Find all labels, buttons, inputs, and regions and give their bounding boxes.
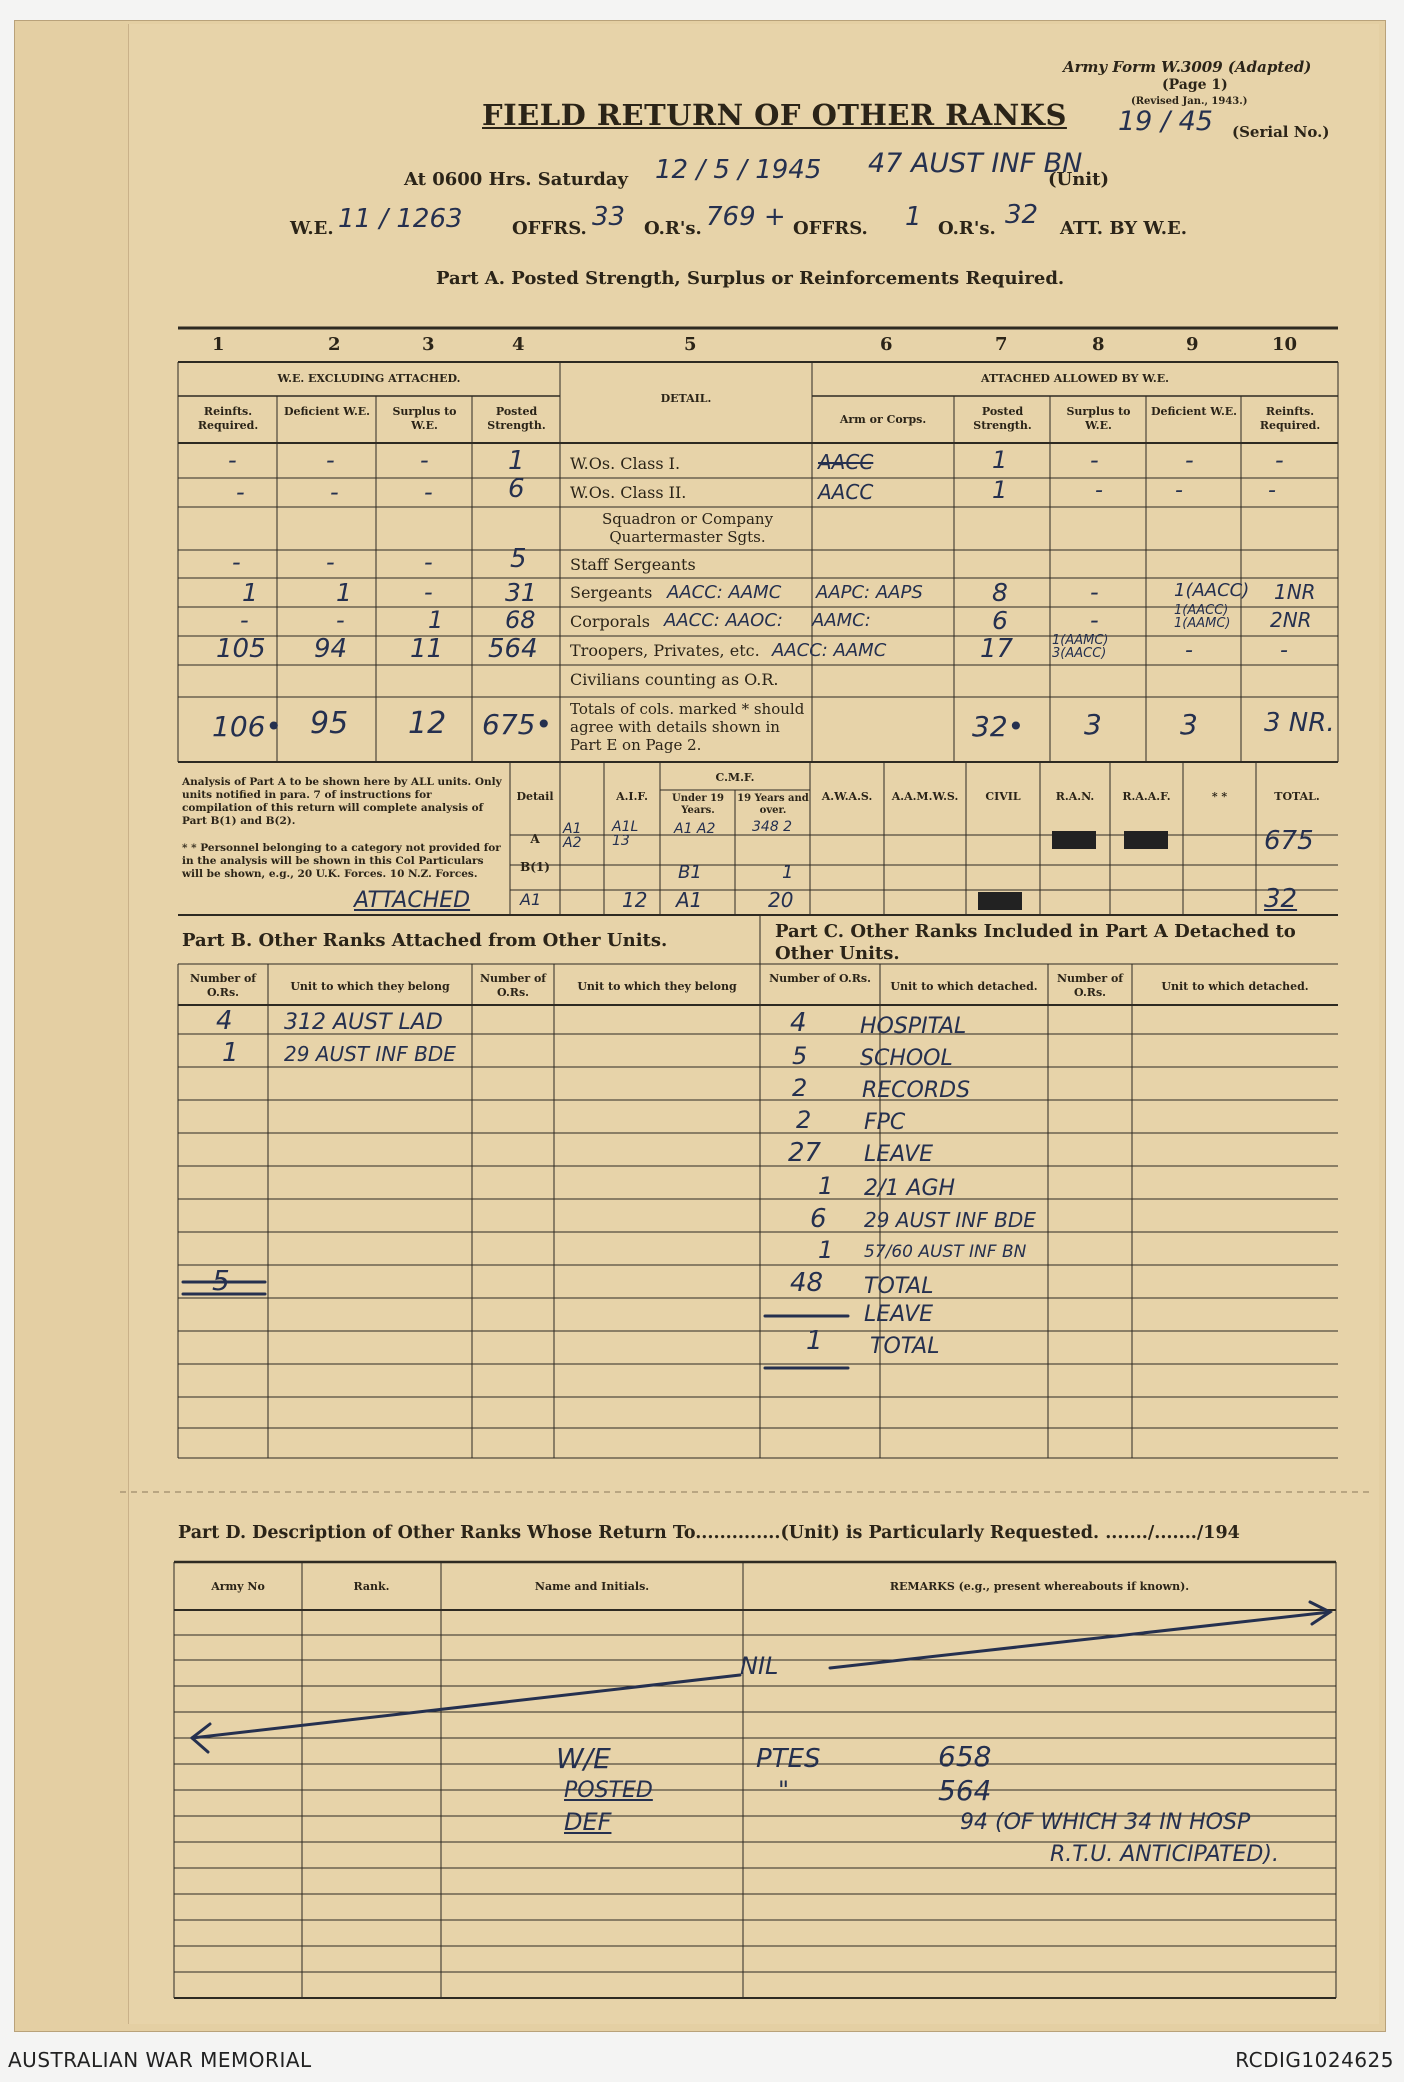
pc-hdr-num-2: Number of O.Rs. [1056,972,1124,999]
pc-r3-num: 2 [792,1074,808,1102]
an-hdr-cmf: C.M.F. [715,771,755,784]
detail-header: DETAIL. [660,392,712,405]
r1-c7: 1 [992,446,1008,474]
r6-c3: 1 [428,606,444,634]
army-form-label: Army Form W.3009 (Adapted) [1063,58,1312,76]
r5-c2: 1 [336,578,352,607]
date-value: 12 / 5 / 1945 [655,155,822,185]
r5-c10: 1NR [1274,580,1316,604]
r6-c9: 1(AACC) 1(AAMC) [1174,603,1231,631]
unit-value: 47 AUST INF BN [868,148,1083,179]
an-a-total: 675 [1264,826,1314,856]
redaction-ran [1052,831,1096,849]
r7-c10: - [1280,638,1288,663]
pc-hdr-unit-2: Unit to which detached. [1161,980,1309,993]
hdr-reinfts-left: Reinfts. Required. [197,405,259,432]
total-c10: 3 NR. [1264,708,1335,738]
an-hdr-aif: A.I.F. [616,790,648,803]
attached-label: ATTACHED [354,888,471,913]
pc-r11-num: 1 [806,1326,823,1356]
col-number-4: 4 [512,334,525,355]
pd-posted-label: POSTED [564,1778,653,1803]
r6-c1: - [240,606,249,634]
r5-c1: 1 [242,578,258,607]
revised-label: (Revised Jan., 1943.) [1131,96,1248,107]
pc-r9-unit: TOTAL [864,1274,934,1299]
r1-c6: AACC [818,450,874,474]
pd-hdr-rank: Rank. [353,1580,390,1593]
an-hdr-detail: Detail [516,790,554,803]
total-c4: 675• [482,708,552,741]
col-number-10: 10 [1272,334,1298,355]
part-c-title: Part C. Other Ranks Included in Part A Detached to Other Units. [775,921,1296,964]
pd-hdr-remarks: REMARKS (e.g., present whereabouts if known). [889,1580,1190,1593]
r6-c6: AAMC: [812,610,871,631]
r7-c4: 564 [488,634,538,664]
an-hdr-aamws: A.A.M.W.S. [891,790,959,803]
col-number-9: 9 [1186,334,1199,355]
r7-c9: - [1185,638,1193,663]
hdr-posted-right: Posted Strength. [973,405,1032,432]
pc-r7-num: 6 [810,1204,827,1234]
group-we-excluding: W.E. EXCLUDING ATTACHED. [277,372,461,385]
pc-r6-unit: 2/1 AGH [864,1176,956,1201]
col-number-2: 2 [328,334,341,355]
total-c3: 12 [408,706,447,741]
r2-c10: - [1268,478,1276,503]
pd-posted-value: 564 [938,1774,992,1807]
an-b1-o19: 1 [782,862,794,883]
r7-c7: 17 [980,634,1014,664]
col-number-6: 6 [880,334,893,355]
pd-nil: NIL [740,1652,779,1680]
pc-r8-unit: 57/60 AUST INF BN [864,1242,1027,1262]
offrs-label-2: OFFRS. [793,218,868,239]
ors-att-value: 32 [1005,200,1039,230]
r1-c1: - [228,446,237,474]
r2-c6: AACC [818,480,874,504]
col-number-8: 8 [1092,334,1105,355]
total-c2: 95 [310,706,349,741]
offrs-value: 33 [592,202,626,232]
an-a-aif: A1L 13 [612,819,639,849]
offrs-label: OFFRS. [512,218,587,239]
part-d-title: Part D. Description of Other Ranks Whose Return To..............(Unit) is Particularly Requested. ......./......./194 [178,1523,1240,1543]
unit-label: (Unit) [1048,169,1109,190]
pc-r2-unit: SCHOOL [860,1046,953,1071]
pb-r1-unit: 312 AUST LAD [284,1010,443,1035]
r5-c9: 1(AACC) [1174,580,1250,601]
r6-c8: - [1090,606,1099,634]
an-hdr-19over: 19 Years and over. [737,793,809,816]
r2-c1: - [236,478,245,506]
ors-value: 769 + [706,202,786,232]
pc-r7-unit: 29 AUST INF BDE [864,1208,1036,1232]
r1-c8: - [1090,446,1099,474]
r6-c7: 6 [992,606,1008,635]
pc-r5-unit: LEAVE [864,1142,934,1167]
an-hdr-civil: CIVIL [985,790,1021,803]
an-row-a: A [530,832,540,846]
hdr-surplus-right: Surplus to W.E. [1066,405,1131,432]
detail-sergeants: Sergeants [570,583,653,602]
pc-r6-num: 1 [818,1172,834,1200]
pc-r1-num: 4 [790,1008,807,1038]
pc-hdr-num: Number of O.Rs. [769,972,871,985]
hdr-arm-corps: Arm or Corps. [839,413,927,426]
at-label: At 0600 Hrs. Saturday [404,169,629,190]
pc-r2-num: 5 [792,1042,808,1070]
r2-c7: 1 [992,476,1008,504]
r5-c6: AAPC: AAPS [816,582,923,603]
pd-hdr-army-no: Army No [211,1580,265,1593]
r7-hand: AACC: AAMC [772,640,887,661]
an-a-col: A1 A2 [563,821,582,851]
hdr-deficient-right: Deficient W.E. [1150,405,1237,418]
part-a-title: Part A. Posted Strength, Surplus or Reinforcements Required. [436,268,1065,289]
pb-hdr-num: Number of O.Rs. [189,972,257,999]
detail-corporals: Corporals [570,612,650,631]
total-c9: 3 [1180,708,1198,741]
pd-we-what: PTES [756,1744,821,1774]
pc-r3-unit: RECORDS [862,1078,971,1103]
r7-c3: 11 [410,634,444,664]
serial-number: 19 / 45 [1118,106,1213,137]
form-title: FIELD RETURN OF OTHER RANKS [482,98,1067,132]
hdr-posted-left: Posted Strength. [487,405,546,432]
pd-posted-what: " [778,1776,790,1804]
r2-c3: - [424,478,433,506]
r6-c10: 2NR [1270,608,1312,632]
an-hdr-total: TOTAL. [1274,790,1320,803]
pb-r2-num: 1 [222,1038,239,1068]
r6-c2: - [336,606,345,634]
hdr-surplus-left: Surplus to W.E. [392,405,457,432]
detail-wo2: W.Os. Class II. [570,483,687,502]
att-label: ATT. BY W.E. [1060,218,1188,239]
redaction-civil [978,892,1022,910]
r2-c9: - [1175,478,1183,503]
pb-hdr-unit-2: Unit to which they belong [577,980,737,993]
r2-c8: - [1095,478,1103,503]
pb-hdr-num-2: Number of O.Rs. [479,972,547,999]
footer-right: RCDIG1024625 [1235,2048,1394,2072]
r2-c2: - [330,478,339,506]
r1-c9: - [1185,446,1194,474]
an-hdr-ran: R.A.N. [1055,790,1095,803]
r1-c2: - [326,446,335,474]
r1-c4: 1 [508,446,525,476]
r5-c8: - [1090,578,1099,606]
r1-c3: - [420,446,429,474]
an-hdr-raaf: R.A.A.F. [1122,790,1171,803]
an-b1-u19: B1 [678,862,702,883]
pc-r1-unit: HOSPITAL [860,1014,967,1039]
r6-hand: AACC: AAOC: [664,610,783,631]
r4-c2: - [326,548,335,576]
pd-we-value: 658 [938,1740,992,1773]
detail-cqms: Squadron or Company Quartermaster Sgts. [601,510,774,546]
part-b-title: Part B. Other Ranks Attached from Other Units. [182,930,668,951]
pd-def-value: 94 (OF WHICH 34 IN HOSP [960,1810,1251,1835]
ors-label-2: O.R's. [938,218,996,239]
detail-totals: Totals of cols. marked * should agree with details shown in Part E on Page 2. [570,700,805,754]
r7-c2: 94 [314,634,348,664]
r4-c1: - [232,548,241,576]
pc-r9-num: 48 [790,1268,824,1298]
an-hdr-under19: Under 19 Years. [671,793,724,816]
ors-label: O.R's. [644,218,702,239]
analysis-note-2: * * Personnel belonging to a category not provided for in the analysis will be shown in this Col Particulars will be shown, e.g., 20 U.K. Forces. 10 N.Z. Forces. [182,842,501,880]
analysis-note: Analysis of Part A to be shown here by ALL units. Only units notified in para. 7 of instructions for compilation of this return will complete analysis of Part B(1) and B(2). [182,776,502,827]
an-att-u19: A1 [676,888,703,912]
col-number-3: 3 [422,334,435,355]
r2-c4: 6 [508,474,525,504]
pc-hdr-unit: Unit to which detached. [890,980,1038,993]
total-c8: 3 [1084,708,1102,741]
total-c7: 32• [972,710,1025,743]
r5-hand: AACC: AAMC [667,582,782,603]
pb-r2-unit: 29 AUST INF BDE [284,1042,456,1066]
r4-c3: - [424,548,433,576]
we-value: 11 / 1263 [338,204,463,234]
detail-wo1: W.Os. Class I. [570,454,681,473]
an-hdr-awas: A.W.A.S. [821,790,873,803]
an-att-col: A1 [520,890,542,909]
serial-label: (Serial No.) [1232,123,1330,141]
page-number: (Page 1) [1162,77,1228,93]
total-c1: 106• [212,710,282,743]
an-att-o19: 20 [768,888,794,912]
group-attached-allowed: ATTACHED ALLOWED BY W.E. [981,372,1169,385]
pd-we-label: W/E [556,1742,611,1775]
pb-hdr-unit: Unit to which they belong [290,980,450,993]
pc-r4-unit: FPC [864,1110,906,1135]
detail-privates: Troopers, Privates, etc. [570,641,760,660]
pc-r5-num: 27 [788,1138,822,1168]
offrs-att-value: 1 [905,202,922,232]
pd-rtu-value: R.T.U. ANTICIPATED). [1050,1842,1279,1867]
r6-c4: 68 [505,606,536,634]
pd-hdr-name: Name and Initials. [534,1580,650,1593]
hdr-reinfts-right: Reinfts. Required. [1259,405,1321,432]
pb-r1-num: 4 [216,1006,233,1036]
detail-staff-sgts: Staff Sergeants [570,555,696,574]
an-att-aif: 12 [622,888,648,912]
redaction-raaf [1124,831,1168,849]
r5-c4: 31 [505,578,537,607]
an-row-b1: B(1) [520,860,550,874]
an-a-o19: 348 2 [752,819,793,835]
hdr-deficient-left: Deficient W.E. [283,405,370,418]
r4-c4: 5 [510,544,527,574]
pd-def-label: DEF [564,1808,612,1836]
pc-r4-num: 2 [796,1106,812,1134]
pc-r8-num: 1 [818,1236,834,1264]
an-a-u19: A1 A2 [674,821,716,837]
r7-c8: 1(AAMC) 3(AACC) [1052,633,1109,661]
col-number-7: 7 [995,334,1008,355]
r7-c1: 105 [216,634,266,664]
pc-r10-unit: LEAVE [864,1302,934,1327]
r5-c7: 8 [992,578,1008,607]
col-number-5: 5 [684,334,697,355]
an-hdr-other: * * [1211,790,1228,803]
footer-left: AUSTRALIAN WAR MEMORIAL [8,2048,312,2072]
pc-r11-unit: TOTAL [870,1334,940,1359]
r1-c10: - [1275,446,1284,474]
an-att-total: 32 [1264,884,1298,914]
pb-total: 5 [212,1264,230,1297]
detail-civilians: Civilians counting as O.R. [570,670,779,689]
r5-c3: - [424,578,433,606]
we-label: W.E. [290,218,334,239]
col-number-1: 1 [212,334,225,355]
